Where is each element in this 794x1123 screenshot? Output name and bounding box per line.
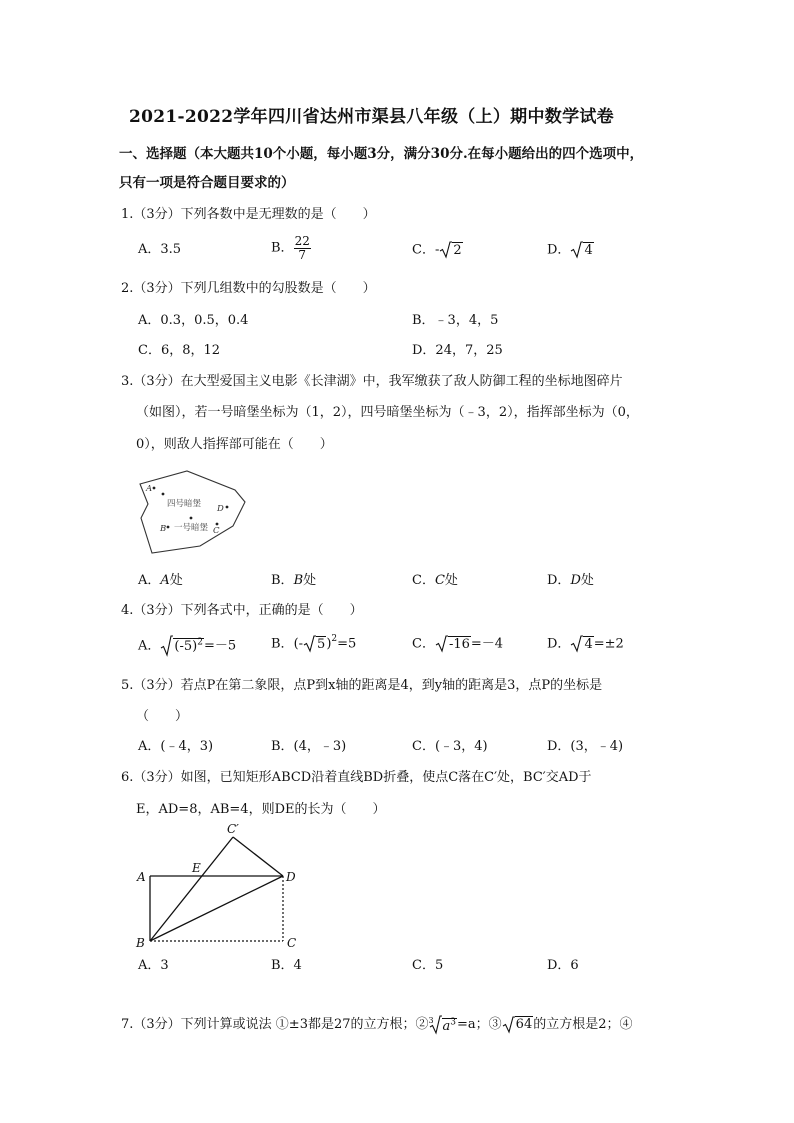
q6-line2: E，AD=8，AB=4，则DE的长为（ ）: [136, 802, 386, 817]
label-b: B: [160, 524, 167, 534]
q4-stem: 4.（3分）下列各式中，正确的是（ ）: [121, 603, 363, 618]
q5-option-b: B．(4，﹣3): [271, 739, 347, 754]
q3-option-c-prefix: C．: [412, 573, 435, 588]
label-one-bunker: 一号暗堡: [174, 523, 209, 533]
q2-stem: 2.（3分）下列几组数中的勾股数是（ ）: [121, 281, 376, 296]
label-c: C: [287, 936, 297, 950]
sqrt-symbol-icon: [303, 635, 316, 653]
sqrt-symbol-icon: [570, 241, 583, 259]
q4-option-b: [271, 635, 356, 653]
q3-option-c-var: C: [434, 573, 445, 588]
q4-option-a: [138, 635, 236, 657]
radicand: 64: [515, 1017, 533, 1033]
q4-option-d: [547, 635, 624, 653]
segment-bc-prime: [150, 837, 233, 941]
q4-option-b-prefix: B．: [271, 636, 294, 652]
q2-option-b: B．﹣3，4，5: [412, 313, 499, 328]
point-b: [167, 526, 170, 529]
q3-option-d: [547, 574, 594, 587]
point-a: [153, 487, 156, 490]
fraction-denominator: 7: [298, 247, 307, 262]
sqrt-symbol-icon: [435, 635, 448, 653]
q3-option-b: [271, 574, 316, 587]
q3-option-b-suffix: 处: [303, 573, 317, 588]
q3-option-d-prefix: D．: [547, 573, 571, 588]
q3-option-d-var: D: [570, 573, 581, 588]
cube-root: [429, 1013, 458, 1037]
q3-option-c-suffix: 处: [444, 573, 458, 588]
q5-option-c: C．(﹣3，4): [412, 739, 488, 754]
q1-option-d: [547, 241, 594, 259]
q2-option-c: C．6，8，12: [138, 343, 221, 358]
label-a: A: [137, 870, 146, 884]
sqrt-symbol-icon: [570, 635, 583, 653]
radicand: [173, 638, 204, 654]
fraction-numerator: 22: [294, 234, 310, 248]
label-d: D: [286, 870, 296, 884]
point-one-bunker: [190, 517, 193, 520]
radicand: -16: [448, 636, 470, 652]
section-header-line2: 只有一项是符合题目要求的）: [119, 175, 295, 191]
q3-line2: （如图），若一号暗堡坐标为（1，2），四号暗堡坐标为（﹣3，2），指挥部坐标为（0，: [136, 405, 639, 420]
q4-option-c-prefix: C．: [412, 636, 435, 652]
radicand-base: a: [442, 1019, 451, 1035]
q1-option-c: [412, 241, 463, 259]
q3-option-a-var: A: [160, 573, 170, 588]
q7-text-part3: 的立方根是2；④: [533, 1017, 633, 1033]
q6-rectangle-fold-figure: [134, 820, 309, 952]
label-e: E: [192, 861, 201, 875]
radicand: 4: [584, 242, 593, 258]
q4-option-c: [412, 635, 503, 653]
q3-line3: 0），则敌人指挥部可能在（ ）: [136, 437, 333, 452]
q6-option-c: C．5: [412, 958, 444, 973]
label-c-prime: C′: [227, 822, 239, 836]
section-header-line1: 一、选择题（本大题共10个小题，每小题3分，满分30分.在每小题给出的四个选项中，: [119, 146, 644, 162]
page-title: 2021-2022学年四川省达州市渠县八年级（上）期中数学试卷: [129, 107, 614, 127]
q3-option-b-var: B: [293, 573, 304, 588]
q4-option-c-result: =－4: [470, 636, 504, 652]
q3-option-d-suffix: 处: [580, 573, 594, 588]
q6-option-d: D．6: [547, 958, 579, 973]
exponent: 2: [331, 634, 338, 644]
radicand: 4: [584, 636, 593, 652]
q1-option-b-prefix: B．: [271, 240, 294, 256]
segment-c-prime-d: [233, 837, 283, 876]
q1-option-b: [271, 235, 311, 261]
point-d: [226, 506, 229, 509]
point-c: [216, 523, 219, 526]
minus-sign: -: [434, 242, 440, 258]
q5-line2: （ ）: [136, 709, 189, 724]
q1-option-a: A．3.5: [138, 242, 182, 257]
q4-option-d-result: =±2: [593, 636, 624, 652]
label-b: B: [136, 936, 145, 950]
map-fragment-outline: [140, 471, 245, 553]
q1-option-c-prefix: C．: [412, 242, 435, 258]
q5-option-d: D．(3，﹣4): [547, 739, 624, 754]
q4-option-b-result: =5: [337, 636, 357, 652]
fraction: [294, 235, 311, 261]
q2-option-a: A．0.3，0.5，0.4: [138, 313, 249, 328]
q2-option-d: D．24，7，25: [412, 343, 503, 358]
q3-option-b-prefix: B．: [271, 573, 294, 588]
q4-option-d-prefix: D．: [547, 636, 571, 652]
q1-option-d-prefix: D．: [547, 242, 571, 258]
q5-option-a: A．(﹣4，3): [138, 739, 214, 754]
q6-option-a: A．3: [138, 958, 169, 973]
q1-stem: 1.（3分）下列各数中是无理数的是（ ）: [121, 207, 376, 222]
open-paren: (-: [293, 636, 304, 652]
q3-option-a: [138, 574, 183, 587]
radicand: 5: [317, 636, 326, 652]
radicand-base: (-5): [174, 639, 198, 655]
segment-bd: [150, 876, 283, 941]
sqrt-symbol-icon: [502, 1015, 515, 1035]
q4-option-a-prefix: A．: [138, 638, 161, 654]
close-paren: ): [326, 636, 332, 652]
q7-text-part2: =a；③: [457, 1017, 502, 1033]
label-d: D: [217, 504, 224, 514]
exponent: 3: [450, 1018, 457, 1028]
sqrt-symbol-icon: [160, 635, 173, 657]
exponent: 2: [197, 637, 203, 648]
q3-option-a-prefix: A．: [138, 573, 161, 588]
q3-option-a-suffix: 处: [169, 573, 183, 588]
point-four-bunker: [162, 493, 165, 496]
q4-option-a-result: =－5: [203, 638, 237, 654]
sqrt-symbol-icon: [439, 241, 452, 259]
q7-text-part1: 7.（3分）下列计算或说法 ①±3都是27的立方根；②: [121, 1017, 429, 1033]
label-c: C: [213, 526, 220, 536]
q7-line1: [121, 1013, 633, 1037]
root-index: 3: [428, 1016, 434, 1025]
q6-line1: 6.（3分）如图，已知矩形ABCD沿着直线BD折叠，使点C落在C′处，BC′交AD于: [121, 770, 592, 785]
q5-line1: 5.（3分）若点P在第二象限，点P到x轴的距离是4，到y轴的距离是3，点P的坐标是: [121, 678, 603, 693]
q3-line1: 3.（3分）在大型爱国主义电影《长津湖》中，我军缴获了敌人防御工程的坐标地图碎片: [121, 374, 623, 389]
q6-option-b: B．4: [271, 958, 302, 973]
q3-map-figure: [130, 466, 260, 558]
q3-option-c: [412, 574, 458, 587]
radicand: 2: [453, 242, 462, 258]
label-a: A: [146, 484, 153, 494]
label-four-bunker: 四号暗堡: [167, 499, 202, 509]
radicand: [442, 1018, 458, 1034]
